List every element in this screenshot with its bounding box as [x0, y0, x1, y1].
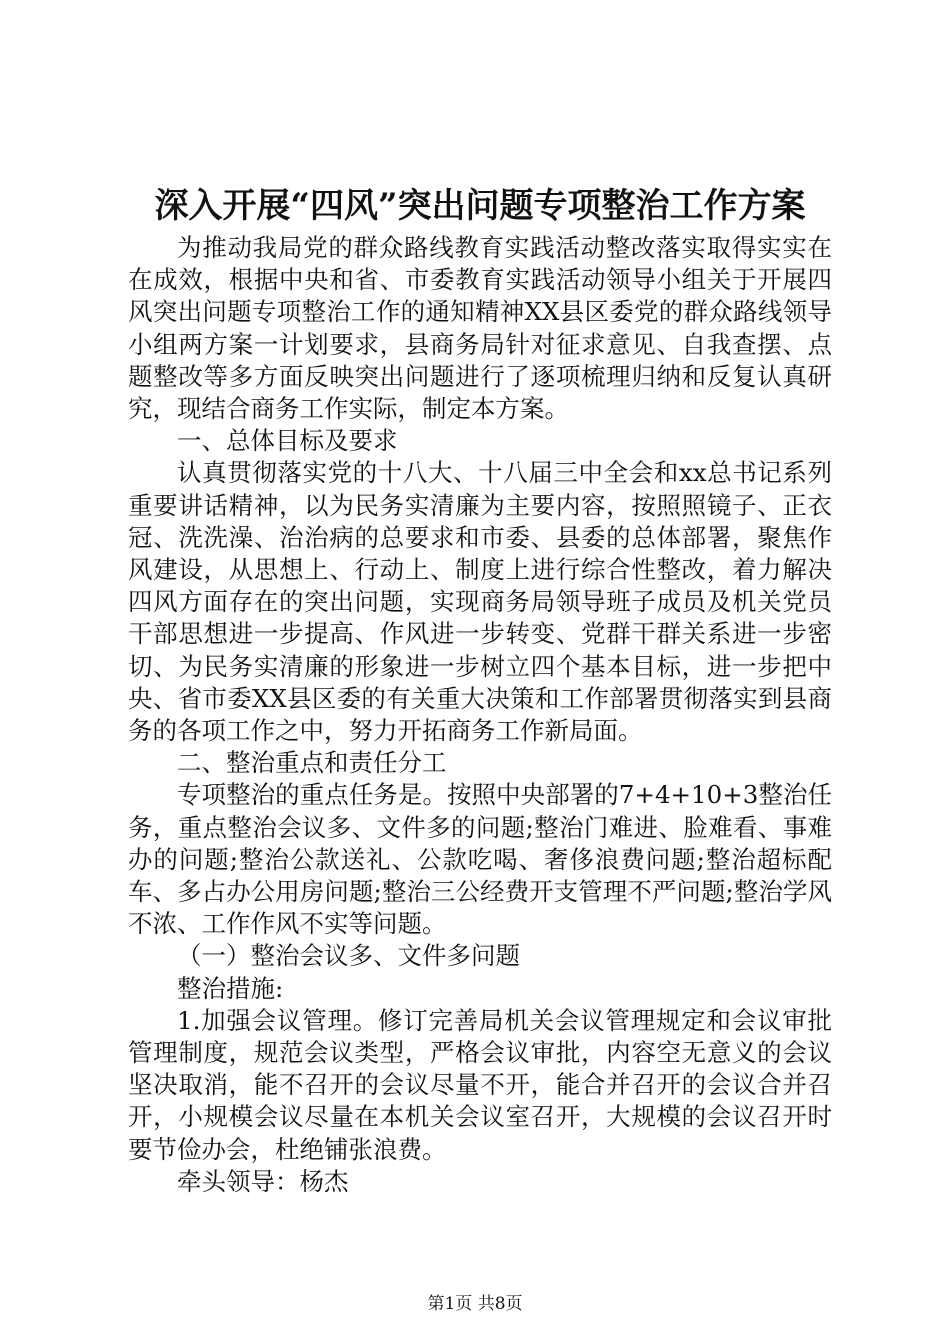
measures-label: 整治措施: [177, 973, 284, 1003]
document-body [128, 232, 832, 1198]
focus-paragraph: 专项整治的重点任务是。按照中央部署的7+4+10+3整治任务，重点整治会议多、文件多的问题;整治门难进、脸难看、事难办的问题;整治公款送礼、公款吃喝、奢侈浪费问题;整治超标配车、多占办公用房问题;整治三公经费开支管理不严问题;整治学风不浓、工作作风不实等问题。 [128, 780, 832, 939]
page-number-footer: 第1页 共8页 [427, 1294, 523, 1314]
section-heading-focus: 二、整治重点和责任分工 [177, 748, 447, 778]
measure-item-1: 1.加强会议管理。修订完善局机关会议管理规定和会议审批管理制度，规范会议类型，严格会议审批，内容空无意义的会议坚决取消，能不召开的会议尽量不开，能合并召开的会议合并召开，小规模会议尽量在本机关会议室召开，大规模的会议召开时要节俭办会，杜绝铺张浪费。 [128, 1005, 832, 1164]
document-title: 深入开展“四风”突出问题专项整治工作方案 [154, 186, 806, 226]
intro-paragraph: 为推动我局党的群众路线教育实践活动整改落实取得实实在在成效，根据中央和省、市委教育实践活动领导小组关于开展四风突出问题专项整治工作的通知精神XX县区委党的群众路线领导小组两方案一计划要求，县商务局针对征求意见、自我查摆、点题整改等多方面反映突出问题进行了逐项梳理归纳和反复认真研究，现结合商务工作实际，制定本方案。 [128, 233, 832, 424]
section-heading-goals: 一、总体目标及要求 [177, 426, 398, 456]
lead-person: 牵头领导：杨杰 [177, 1166, 349, 1196]
subsection-heading-meetings: （一）整治会议多、文件多问题 [177, 941, 520, 971]
goals-paragraph: 认真贯彻落实党的十八大、十八届三中全会和xx总书记系列重要讲话精神，以为民务实清廉为主要内容，按照照镜子、正衣冠、洗洗澡、治治病的总要求和市委、县委的总体部署，聚焦作风建设，从思想上、行动上、制度上进行综合性整改，着力解决四风方面存在的突出问题，实现商务局领导班子成员及机关党员干部思想进一步提高、作风进一步转变、党群干群关系进一步密切、为民务实清廉的形象进一步树立四个基本目标，进一步把中央、省市委XX县区委的有关重大决策和工作部署贯彻落实到县商务的各项工作之中，努力开拓商务工作新局面。 [128, 458, 832, 746]
